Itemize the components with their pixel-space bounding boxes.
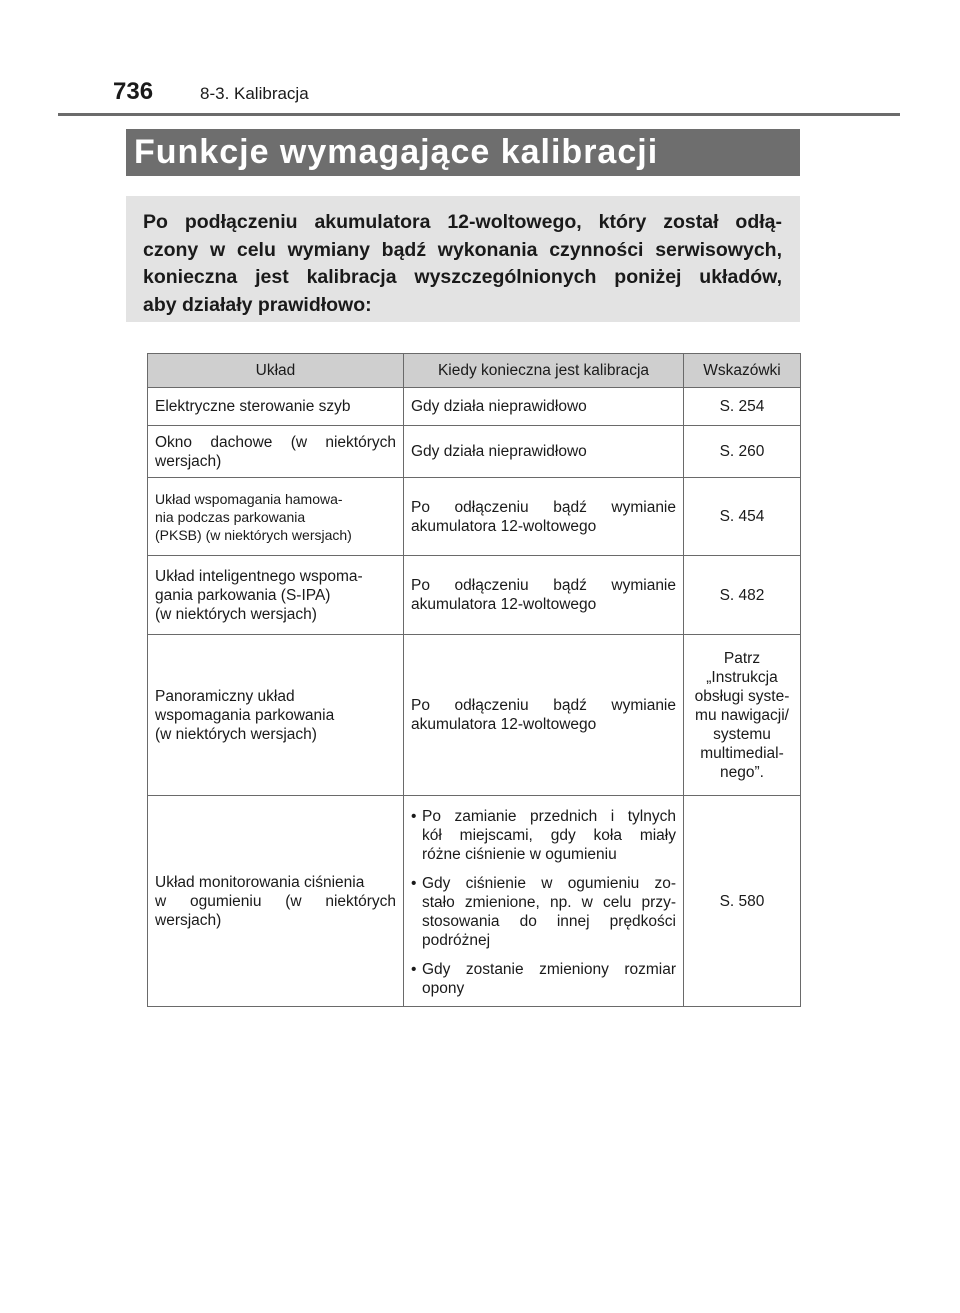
cell-text: Gdy zostanie zmieniony rozmiar (422, 961, 676, 978)
cell-text: wersjach) (155, 911, 222, 929)
cell-text: Gdy działa nieprawidłowo (411, 443, 587, 460)
table-row (148, 796, 801, 1007)
cell-text: akumulatora 12-woltowego (411, 716, 597, 733)
cell-hint (684, 388, 801, 426)
bullet-item (411, 807, 676, 864)
bullet-item (411, 960, 676, 998)
cell-text: (PKSB) (w niektórych wersjach) (155, 526, 352, 543)
cell-system (148, 635, 404, 796)
table-row (148, 478, 801, 556)
cell-text: Okno dachowe (w niektórych (155, 433, 396, 451)
cell-hint (684, 478, 801, 556)
cell-text: mu nawigacji/ (695, 706, 789, 724)
cell-hint (684, 556, 801, 635)
cell-system (148, 388, 404, 426)
cell-text: (w niektórych wersjach) (155, 605, 317, 623)
cell-text: akumulatora 12-woltowego (411, 596, 597, 613)
cell-hint (684, 635, 801, 796)
cell-system (148, 426, 404, 478)
intro-line: konieczna jest kalibracja wyszczególnionych poniżej układów, (143, 266, 782, 288)
cell-system (148, 556, 404, 635)
cell-text: nego”. (720, 763, 764, 781)
intro-line: Po podłączeniu akumulatora 12-woltowego, który został odłą- (143, 211, 782, 233)
cell-text: Po odłączeniu bądź wymianie (411, 577, 676, 594)
cell-text: Układ inteligentnego wspoma- (155, 567, 363, 585)
cell-text: różne ciśnienie w ogumieniu (422, 846, 617, 863)
column-header-system: Układ (148, 354, 404, 388)
column-header-when: Kiedy konieczna jest kalibracja (404, 354, 684, 388)
cell-text: Elektryczne sterowanie szyb (155, 398, 351, 415)
cell-hint (684, 426, 801, 478)
cell-text: wspomagania parkowania (155, 706, 335, 724)
bullet-item (411, 874, 676, 950)
cell-text: Po odłączeniu bądź wymianie (411, 498, 676, 516)
intro-line: aby działały prawidłowo: (143, 293, 372, 316)
cell-text: wersjach) (155, 452, 222, 470)
cell-text: Po odłączeniu bądź wymianie (411, 697, 676, 714)
table-row (148, 635, 801, 796)
intro-box (126, 196, 800, 322)
cell-when (404, 388, 684, 426)
cell-text: (w niektórych wersjach) (155, 725, 317, 743)
page-number: 736 (113, 78, 154, 105)
cell-text: akumulatora 12-woltowego (411, 517, 597, 535)
bullet-icon: • (411, 961, 417, 978)
cell-text: w ogumieniu (w niektórych (155, 892, 396, 910)
header-divider (58, 113, 900, 116)
page-reference: S. 580 (719, 892, 765, 910)
intro-line: czony w celu wymiany bądź wykonania czynności serwisowych, (143, 238, 782, 261)
cell-when (404, 556, 684, 635)
cell-text: systemu (713, 725, 771, 743)
cell-text: Po zamianie przednich i tylnych (422, 808, 676, 825)
table-row (148, 556, 801, 635)
bullet-icon: • (411, 808, 417, 825)
bullet-icon: • (411, 875, 417, 892)
page-title: Funkcje wymagające kalibracji (126, 129, 800, 176)
page-reference: S. 254 (719, 398, 765, 415)
column-header-hints: Wskazówki (684, 354, 801, 388)
cell-text: Układ wspomagania hamowa- (155, 490, 343, 507)
table-row (148, 426, 801, 478)
cell-when (404, 796, 684, 1007)
cell-text: Gdy ciśnienie w ogumieniu zo- (422, 875, 676, 892)
page-reference: S. 482 (719, 586, 765, 604)
section-breadcrumb: 8-3. Kalibracja (200, 84, 309, 103)
cell-when (404, 478, 684, 556)
cell-text: podróżnej (422, 932, 491, 949)
calibration-table (147, 353, 801, 1007)
cell-text: multimedial- (700, 744, 784, 762)
cell-system (148, 796, 404, 1007)
page-reference: S. 454 (719, 508, 765, 525)
cell-text: Panoramiczny układ (155, 687, 295, 705)
cell-text: „Instrukcja (706, 668, 778, 686)
cell-text: Patrz (723, 649, 761, 667)
cell-text: stosowania do innej prędkości (422, 913, 676, 930)
cell-text: gania parkowania (S-IPA) (155, 586, 331, 604)
cell-text: nia podczas parkowania (155, 508, 306, 525)
cell-text: stało zmienione, np. w celu przy- (422, 894, 676, 911)
cell-when (404, 426, 684, 478)
cell-when (404, 635, 684, 796)
cell-text: obsługi syste- (694, 687, 790, 705)
cell-system (148, 478, 404, 556)
cell-hint (684, 796, 801, 1007)
cell-text: kół miejscami, gdy koła miały (422, 827, 676, 844)
cell-text: Układ monitorowania ciśnienia (155, 873, 365, 891)
table-row (148, 388, 801, 426)
cell-text: Gdy działa nieprawidłowo (411, 398, 587, 415)
page-reference: S. 260 (719, 443, 765, 460)
cell-text: opony (422, 980, 465, 997)
table-header-row (148, 354, 801, 388)
